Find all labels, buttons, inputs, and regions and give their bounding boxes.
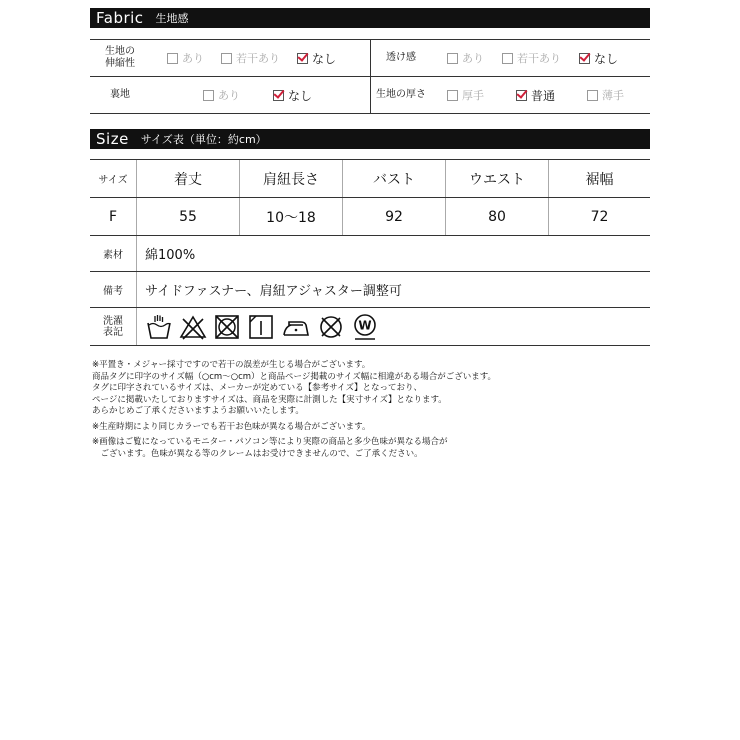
checkbox-icon (502, 53, 513, 64)
transparency-label-text: 透け感 (386, 52, 416, 63)
thickness-option-thick[interactable] (447, 87, 484, 103)
table-cell: 10～18 (240, 198, 343, 236)
thickness-label-text: 生地の厚さ (376, 89, 426, 100)
note-line: あらかじめご了承くださいますようお願いいたします。 (92, 406, 304, 416)
no-tumble-dry-icon (213, 313, 241, 341)
wet-clean-icon (351, 312, 379, 342)
remarks-label: 備考 (90, 272, 137, 308)
stretch-option-yes[interactable] (167, 50, 204, 66)
option-label: なし (312, 51, 337, 66)
option-label: あり (218, 89, 240, 102)
fabric-row (90, 77, 650, 114)
iron-low-icon (281, 313, 311, 341)
note-line: ございます。色味が異なる等のクレームはお受けできませんので、ご了承ください。 (92, 448, 423, 459)
thickness-option-normal[interactable] (516, 87, 555, 104)
checkbox-checked-icon (579, 53, 590, 64)
washing-icons (137, 308, 651, 346)
stretch-option-slight[interactable] (221, 50, 280, 66)
thickness-option-thin[interactable] (587, 87, 624, 103)
transparency-option-no[interactable] (579, 50, 618, 67)
checkbox-checked-icon (516, 90, 527, 101)
no-dry-clean-icon (317, 313, 345, 341)
note-line: タグに印字されているサイズは、メーカーが定めている【参考サイズ】となっており、 (92, 383, 422, 393)
option-label: あり (462, 52, 484, 65)
fabric-header-en: Fabric (96, 9, 144, 27)
material-label: 素材 (90, 236, 137, 272)
stretch-option-no[interactable] (297, 50, 336, 67)
size-table-header-row (90, 160, 650, 198)
note-line: 商品タグに印字のサイズ幅（○cm～○cm）と商品ページ掲載のサイズ幅に相違がある場合がございます。 (92, 371, 497, 382)
table-cell: 80 (446, 198, 549, 236)
option-label: なし (594, 51, 619, 66)
option-label: 薄手 (602, 89, 625, 102)
checkbox-icon (587, 90, 598, 101)
lining-label (90, 77, 150, 114)
lining-options (150, 77, 371, 114)
washing-label (90, 308, 137, 346)
transparency-option-slight[interactable] (502, 50, 561, 66)
checkbox-icon (447, 53, 458, 64)
stretch-label-line1: 生地の (105, 46, 135, 57)
option-label: 若干あり (517, 52, 561, 65)
fabric-table (90, 39, 650, 114)
washing-row (90, 308, 650, 346)
lining-label-text: 裏地 (110, 89, 130, 100)
table-row (90, 198, 650, 236)
transparency-options (431, 40, 650, 77)
stretch-label (90, 40, 150, 77)
option-label: 厚手 (462, 89, 484, 102)
note-line: ※平置き・メジャー採寸ですので若干の誤差が生じる場合がございます。 (92, 360, 371, 370)
checkbox-checked-icon (273, 90, 284, 101)
size-header (90, 129, 650, 149)
stretch-label-line2: 伸縮性 (105, 58, 135, 69)
table-cell: F (90, 198, 137, 236)
notes (92, 360, 496, 460)
checkbox-icon (167, 53, 178, 64)
remarks-value: サイドファスナー、肩紐アジャスター調整可 (137, 272, 651, 308)
svg-text:W: W (358, 318, 372, 332)
column-header: ウエスト (446, 160, 549, 198)
hand-wash-icon (145, 313, 173, 341)
size-header-jp: サイズ表（単位：約cm） (140, 133, 267, 146)
table-cell: 92 (343, 198, 446, 236)
option-label: 普通 (531, 88, 556, 103)
note-line: ページに掲載いたしておりますサイズは、商品を実際に計測した【実寸サイズ】となります。 (92, 394, 447, 405)
column-header: 肩紐長さ (240, 160, 343, 198)
stretch-options (150, 40, 371, 77)
line-dry-shade-icon (247, 313, 275, 341)
fabric-header-jp: 生地感 (155, 12, 189, 25)
column-header: 裾幅 (549, 160, 651, 198)
transparency-label (371, 40, 432, 77)
option-label: 若干あり (236, 52, 280, 65)
thickness-label (371, 77, 432, 114)
column-header: 着丈 (137, 160, 240, 198)
washing-label-line2: 表記 (103, 326, 123, 338)
washing-label-line1: 洗濯 (103, 315, 123, 327)
checkbox-icon (221, 53, 232, 64)
checkbox-checked-icon (297, 53, 308, 64)
checkbox-icon (447, 90, 458, 101)
checkbox-icon (203, 90, 214, 101)
size-table (90, 159, 650, 346)
lining-option-yes[interactable] (203, 87, 240, 103)
fabric-row (90, 40, 650, 77)
note-line: ※生産時期により同じカラーでも若干お色味が異なる場合がございます。 (92, 421, 371, 432)
transparency-option-yes[interactable] (447, 50, 484, 66)
material-row (90, 236, 650, 272)
table-cell: 72 (549, 198, 651, 236)
material-value: 綿100% (137, 236, 651, 272)
thickness-options (431, 77, 650, 114)
option-label: あり (182, 52, 204, 65)
no-bleach-icon (179, 313, 207, 341)
note-line: ※画像はご覧になっているモニター・パソコン等により実際の商品と多少色味が異なる場合が (92, 437, 448, 447)
size-header-en: Size (96, 130, 129, 148)
column-header: サイズ (90, 160, 137, 198)
lining-option-no[interactable] (273, 87, 312, 104)
remarks-row (90, 272, 650, 308)
table-cell: 55 (137, 198, 240, 236)
column-header: バスト (343, 160, 446, 198)
fabric-header (90, 8, 650, 28)
option-label: なし (288, 88, 313, 103)
